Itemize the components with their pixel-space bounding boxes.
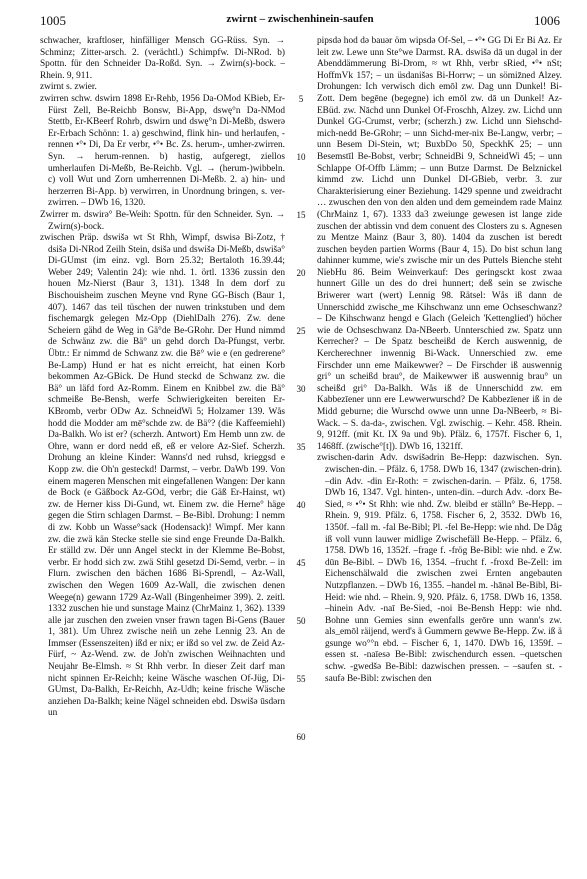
- entry-zwischen: zwischen Präp. dswišə wt St Rhh, Wimpf, dswisə Bi-Zotz, † dsišə Di-NRod Zeilh Stein, dsišə und dswišə Di-Meßb, dswišə° Di-GUmst (im einz. vgl. Born 25.32; Bertaloth 16.39.44; Weber 249; Valentin 24): wie nhd. 1. örtl. 1336 zussin den houen Mz-Nierst (Baur 3, 131). 1348 In dem dorf zu Bischouisheim zuschen Meyne vnd Ryne GG-Bisch (Baur 1, 407). 1467 das teil tüschen der nuwen trinkstuben und dem fischemargk gelegen Mz-Opp (DiehlDalh 276). Zw. dene Scheiern gähd de Weg in Gä°de Be-GRohr. Der Hund nimmd de Schwänz zw. die Bä° un gehd dorch Da-Pfungst, verbr. Übtr.: Er nimmd de Schwanz zw. die Bē° wie e (en gedrerene° Be-Lamp) Hund er hat es nicht erreicht, hat einen Korb bekommen Az-GBick. De Hund steckd de Schwanz zw. die Bä° un läfd ford Az-Romm. Einem en Knibbel zw. die Bä° schmeiße Be-Bensh, werfe Schwierigkeiten bereiten Er-KBromb, verbr ODw Az. SchneidWi 5; Holzamer 139. Wås hodd die Modder am mē°schde zw. de Bä°? (die Kaffeemiehl) Da-Balkh. Wo ist er? (scherzh. Antwort) Em Hemb unn zw. de Ohre, wann er dord nedd eß, eß er velore Az-Sief. Scherzh. Drohung an kleine Kinder: Wanns'd ned ruhsd, krieggsd e Kopp zw. die Oh'n gesteckd! Darmst, – verbr. DaWb 199. Von einem mageren Menschen mit eingefallenen Wangen: Der kann de Bock (e Gäßbock Az-GOd, verbr; die Gäß Er-Hainst, wt) zw. de Herner kiss Di-Gund, wt. Einem zw. die Herne° häge gegen die Stirn schlagen Darmst. – Be-Bibl. Drohung: I nemm di zw. Kobb un Wasse°sack (Hodensack)! Wimpf. Mer kann zw. die zwä kän Stecke stelle sie sind enge Freunde Da-Balkh. Er ställd zw. Dër unn Angel steckt in der Klemme Be-Bobst, verbr. Er hodd sich zw. zwä Stihl gesetzd Di-Semd, verbr. – in Flurn. zwischen den bächen 1686 Bi-Sprendl, – Az-Wall, zwischen den Wegen 1609 Az-Wall, die zwischen denen Weege(n) gewann 1729 Az-Wall (Bingenheimer 399). 2. zeitl. 1332 zuschen hie und sunstage Mainz (ChrMainz 1, 362). 1339 alle jar zuschen den zweien vnser frawn tagen Bi-Gens (Bauer 1, 381). Um Uhrez zwische neiñ un zehe Lennig 23. An de Immser (Essenszeiten) ißd er nix; er ißd so vel zw. de Zeid Az-Fürf, ~ Az-Wend. zw. de Joh'n zwischen Weihnachten und Neujahr Be-Elmsh. ≈ St Rhh verbr. In dieser Zeit darf man nicht spinnen Er-Reichh; keine Wäsche waschen Of-Jüg, Di-GUmst, Da-Balkh, Er-Reichh, Az-Udh; keine frische Wäsche anziehen Da-Balkh; keine Nägel schneiden ebd. Dswišə ūsdərn un: [40, 233, 285, 719]
- line-number: 60: [296, 732, 306, 742]
- right-column: [317, 36, 562, 870]
- line-number: 40: [296, 500, 306, 510]
- page-header: [40, 13, 560, 29]
- entry-zwirnt: zwirnt s. zwier.: [40, 82, 97, 93]
- line-number: 20: [296, 268, 306, 278]
- line-number: 5: [298, 94, 304, 104]
- left-column: [40, 36, 285, 870]
- left-entry-continuation: schwacher, kraftloser, hinfälliger Mensch GG-Rüss. Syn. → Schminz; Zitter-arsch. 2. (verächtl.) Schimpfw. Di-NRod. b) Spottn. für den Schneider Da-Roßd. Syn. → Zwirn(s)-bock. – Rhein. 9, 911.: [40, 36, 285, 81]
- line-number: 35: [296, 442, 306, 452]
- line-number: 30: [296, 384, 306, 394]
- entry-zwirrer: Zwirrer m. dswirə° Be-Weih: Spottn. für den Schneider. Syn. → Zwirn(s)-bock.: [40, 209, 285, 232]
- line-number: 50: [296, 616, 306, 626]
- page-number-right: 1006: [534, 13, 560, 28]
- line-number: 10: [296, 152, 306, 162]
- page-number-left: 1005: [40, 13, 66, 28]
- entry-zwirren: zwirren schw. dswirn 1898 Er-Rehb, 1956 Da-OMod KBieb, Er-Fürst Zell, Be-Reichb Bonsw, Bi-App, dswę°n Da-NMod Stettb, Er-KBeerf Rohrb, dswirn und dswę°n Di-Meßb, dswerə Er-Erbach Schönn: 1. a) geschwind, flink hin- und herlaufen, -rennen •°• Di, Da Er verbr, •°• Bc. Zs. herum-, umher-zwirren. Syn. → herum-rennen. b) hastig, aufgeregt, ziellos umherlaufen Di-Meßb, Be-Reichb. Vgl. → (herum-)wibbeln. c) voll Wut und Zorn umherrennen Di-Meßb. 2. a) hin- und herzerren Bi-App. b) verwirren, in Unordnung bringen, s. ver-zwirren. – DWb 16, 1320.: [40, 93, 285, 209]
- running-title: zwirnt – zwischenhinein-saufen: [226, 13, 374, 25]
- line-number: 25: [296, 326, 306, 336]
- line-number: 55: [296, 674, 306, 684]
- line-numbers: [291, 36, 311, 870]
- right-entry-continuation: pipsdə hod də bauər öm wipsdə Of-Sel, – •°• GG Di Er Bi Az. Er leit zw. Lewe unn Ste°we Darmst. RA. dswišə dā un dugəl in der Abenddämmerung Bi-Drom, ≈ wt Rhh, verbr sRied, •°• nSt; HoffmVk 157; – un üsdanišəs Bi-Horrw; – un sömiz̄ned Alzey. Drohungen: Ich verwisch dich emōl zw. Dag unn Dunkel! Bi-Zott. Dem begēne (begegne) ich emōl zw. dā un Dunkel! Az-EBüd. zw. Nāchd unn Dunkel Of-Froschh, Alzey. zw. Lichd unn Dunkel GG-Crumst, verbr; (scherzh.) zw. Lichd unn Siehschd-mich-nedd Be-GRohr; – unn Sichd-mer-nix Be-Langw, verbr; – unn Besem Di-Stein, wt; BuxbDo 50, SpeckhK 25; – unn Besemstīl Be-Bobst, verbr; SchneidBi 9, SchneidWi 45; – unn Schlappe Of-Offb Lämm; – unn Butze Darmst. De Belznickel kimmd zw. Lichd unn Dunkel DI-GBieb, verbr. 3. zur Charakterisierung einer Beziehung. 1429 spenne und zweidracht … zwuschen den von den alden und dem gemeindem rade Mainz (ChrMainz 1, 67). 1333 da3 zweiunge gewesen ist lange zide zuschen der abtissin vnd dem conuent des Closters zu s. Agnesen zu Mentze Mainz (Baur 3, 80). 1404 da zuschen ist beredt zuschen beyden partien Worms (Baur 4, 15). Do bist schun lang dahinner kumme, wie's zwische mir un des Puttels Bienche steht NiebHu 86. Beim Weinverkauf: Des geringsckt kost zwaa hunnert Gille un des do drei hunnert; deß sein se zwische Briwerer wart (wert) Lennig 98. Rätsel: Wås iß dann de Unnerschidd zwische_me Kihschwanz unn eme Ochseschwanz? – De Kihschwanz hengd e Glach (Geleich 'Kettenglied') höcher wie de Ochseschwanz Da-NBeerb. Unnterschied zw. Spatz unn Kerrecher? – De Spatz bescheißd de Kerch auswennig, de Kercherechner inwennig Bi-Wack. Unnerschied zw. eme Firschder unn eme Maikewwer? – De Firschder iß auswennig gri° un scheißd brau°, de Maikewwer iß auswennig brau° un scheißd gri° Da-Balkh. Wås iß de Unnerschidd zw. em Kabbezīener unn ere Lewwerwurschd? De Kabbezīener iß in de Midd geburne; die Wurschd owwe unn unne Da-NBeerb, ≈ Bi-Wack. – S. da-da-, zwischen. Vgl. zwischig. – Kehr. 458. Rhein. 9, 912ff. (mit Kt. IX 9a und 9b). Pfälz. 6, 1757f. Fischer 6, 1, 1468ff. (zwische°[t]). DWb 16, 1321ff.: [317, 36, 562, 452]
- line-number: 15: [296, 210, 306, 220]
- line-number: 45: [296, 558, 306, 568]
- entry-zwischen-darin: zwischen-darin Adv. dswišədrin Be-Hepp: dazwischen. Syn. zwischen-din. – Pfälz. 6, 1758. DWb 16, 1347 (zwischen-drin). –din Adv. -din Er-Roth: = zwischen-darin. – Pfälz. 6, 1758. DWb 16, 1347. Vgl. hinten-, unten-din. –durch Adv. -dorx Be-Sied, ≈ •°• St Rhh: wie nhd. Zw. bleibd er ställn° Be-Hepp. – Rhein. 9, 919. Pfälz. 6, 1758. Fischer 6, 2, 3532. DWb 16, 1350f. –fall m. -fal Be-Bibl; Pl. -fel Be-Hepp: wie nhd. De Dåg iß voll vunn lauwer midlige Zwischefäll Be-Hepp. – Pfälz. 6, 1758. DWb 16, 1352f. –frage f. -frög Be-Bibl: wie nhd. e Zw. dūn Be-Bibl. – DWb 16, 1354. –frucht f. -froxd Be-Zell: im Eichenschälwald die zwischen zwei Ernten angebauten Nutzpflanzen. – DWb 16, 1355. –handel m. -hānəl Be-Bibl, Bi-Heid: wie nhd. – Rhein. 9, 920. Pfälz. 6, 1758. DWb 16, 1358. –hinein Adv. -naī Be-Sied, -noi Be-Bensh Hepp: wie nhd. Bohne unn Gemies sinn ewenfalls gerōre unn wann's zw. als_emōl räijend, werd's ä Gummern gewwe Be-Hepp. Zw. iß ä gsunge wo°°n ebd. – Fischer 6, 1, 1470. DWb 16, 1359f. –essen st. -naīesə Be-Bibl: zwischendurch essen. –quetschen schw. -gwedšə Be-Bibl: dazwischen pressen. – –saufen st. -saufə Be-Bibl: zwischen den: [317, 453, 562, 684]
